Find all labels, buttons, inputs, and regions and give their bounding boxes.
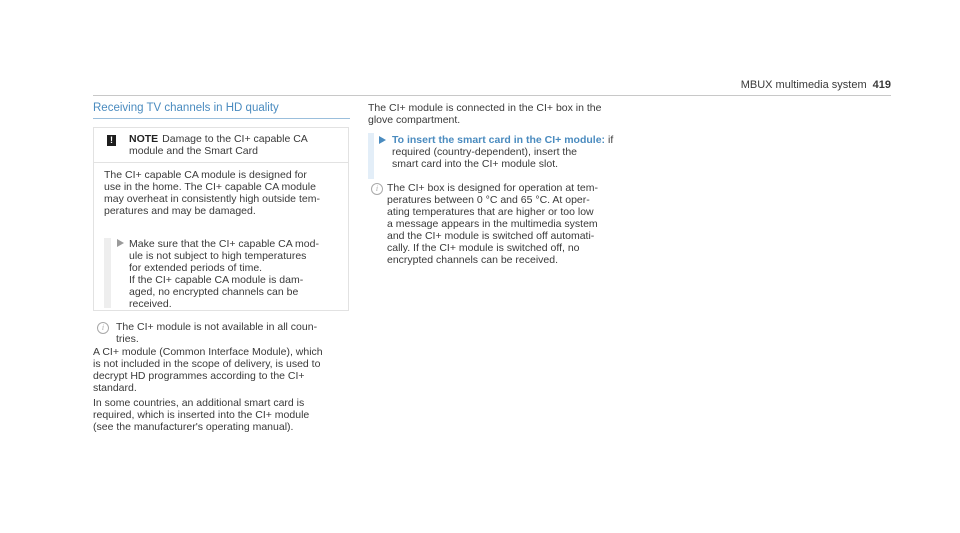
note-body-line: The CI+ capable CA module is designed for bbox=[104, 169, 307, 181]
right-info-line: cally. If the CI+ module is switched off, no bbox=[387, 242, 580, 254]
warning-note-box bbox=[93, 127, 349, 311]
left-paragraph-line: In some countries, an additional smart card is bbox=[93, 397, 305, 409]
right-info-line: ating temperatures that are higher or too low bbox=[387, 206, 594, 218]
left-paragraph-2 bbox=[93, 397, 355, 433]
chapter-title: MBUX multimedia system bbox=[740, 79, 867, 91]
page-number: 419 bbox=[872, 79, 891, 91]
exclamation-icon: ! bbox=[107, 135, 116, 146]
right-info-line: encrypted channels can be received. bbox=[387, 254, 559, 266]
step-arrow-icon bbox=[379, 136, 386, 144]
step-marker-bar-blue bbox=[368, 133, 374, 179]
right-step-label: To insert the smart card in the CI+ module: bbox=[392, 134, 606, 146]
info-icon: i bbox=[97, 322, 109, 334]
right-info-line: peratures between 0 °C and 65 °C. At oper- bbox=[387, 194, 590, 206]
note-step-line: for extended periods of time. bbox=[129, 262, 263, 274]
note-step-line: received. bbox=[129, 298, 172, 310]
right-intro bbox=[368, 102, 630, 126]
note-step bbox=[104, 238, 340, 310]
header-divider bbox=[93, 95, 891, 96]
right-info-line: The CI+ box is designed for operation at tem- bbox=[387, 182, 598, 194]
right-step-text bbox=[392, 134, 632, 170]
note-header bbox=[94, 128, 348, 163]
note-heading bbox=[129, 133, 339, 157]
right-step-line: required (country-dependent), insert the bbox=[392, 146, 578, 158]
left-paragraph-line: A CI+ module (Common Interface Module), which bbox=[93, 346, 323, 358]
note-body bbox=[104, 169, 340, 217]
note-text-line1: Damage to the CI+ capable CA bbox=[162, 133, 308, 145]
left-info-text bbox=[116, 321, 356, 345]
note-label: NOTE bbox=[129, 133, 159, 145]
right-info-text bbox=[387, 182, 637, 266]
right-intro-line: The CI+ module is connected in the CI+ box in the bbox=[368, 102, 602, 114]
right-intro-line: glove compartment. bbox=[368, 114, 461, 126]
left-paragraph-line: decrypt HD programmes according to the CI+ bbox=[93, 370, 305, 382]
note-step-text bbox=[129, 238, 339, 310]
note-body-line: peratures and may be damaged. bbox=[104, 205, 256, 217]
info-icon: i bbox=[371, 183, 383, 195]
step-arrow-icon bbox=[117, 239, 124, 247]
left-paragraph-line: required, which is inserted into the CI+ module bbox=[93, 409, 310, 421]
left-paragraph-1 bbox=[93, 346, 355, 394]
right-info-line: a message appears in the multimedia system bbox=[387, 218, 598, 230]
section-title: Receiving TV channels in HD quality bbox=[93, 102, 279, 114]
note-text-line2: module and the Smart Card bbox=[129, 145, 258, 157]
right-step-line1-rest: if bbox=[605, 134, 614, 146]
note-body-line: may overheat in consistently high outside tem- bbox=[104, 193, 320, 205]
note-body-line: use in the home. The CI+ capable CA module bbox=[104, 181, 316, 193]
section-title-underline bbox=[93, 118, 350, 119]
running-header bbox=[741, 79, 891, 91]
right-step-line: smart card into the CI+ module slot. bbox=[392, 158, 559, 170]
note-step-line: aged, no encrypted channels can be bbox=[129, 286, 299, 298]
left-paragraph-line: standard. bbox=[93, 382, 137, 394]
left-paragraph-line: is not included in the scope of delivery, is used to bbox=[93, 358, 321, 370]
note-step-line: ule is not subject to high temperatures bbox=[129, 250, 307, 262]
note-step-line: If the CI+ capable CA module is dam- bbox=[129, 274, 304, 286]
left-paragraph-line: (see the manufacturer's operating manual). bbox=[93, 421, 294, 433]
left-info-line: tries. bbox=[116, 333, 139, 345]
right-info-line: and the CI+ module is switched off automati- bbox=[387, 230, 595, 242]
left-info-line: The CI+ module is not available in all coun- bbox=[116, 321, 318, 333]
step-marker-bar bbox=[104, 238, 111, 308]
note-step-line: Make sure that the CI+ capable CA mod- bbox=[129, 238, 319, 250]
